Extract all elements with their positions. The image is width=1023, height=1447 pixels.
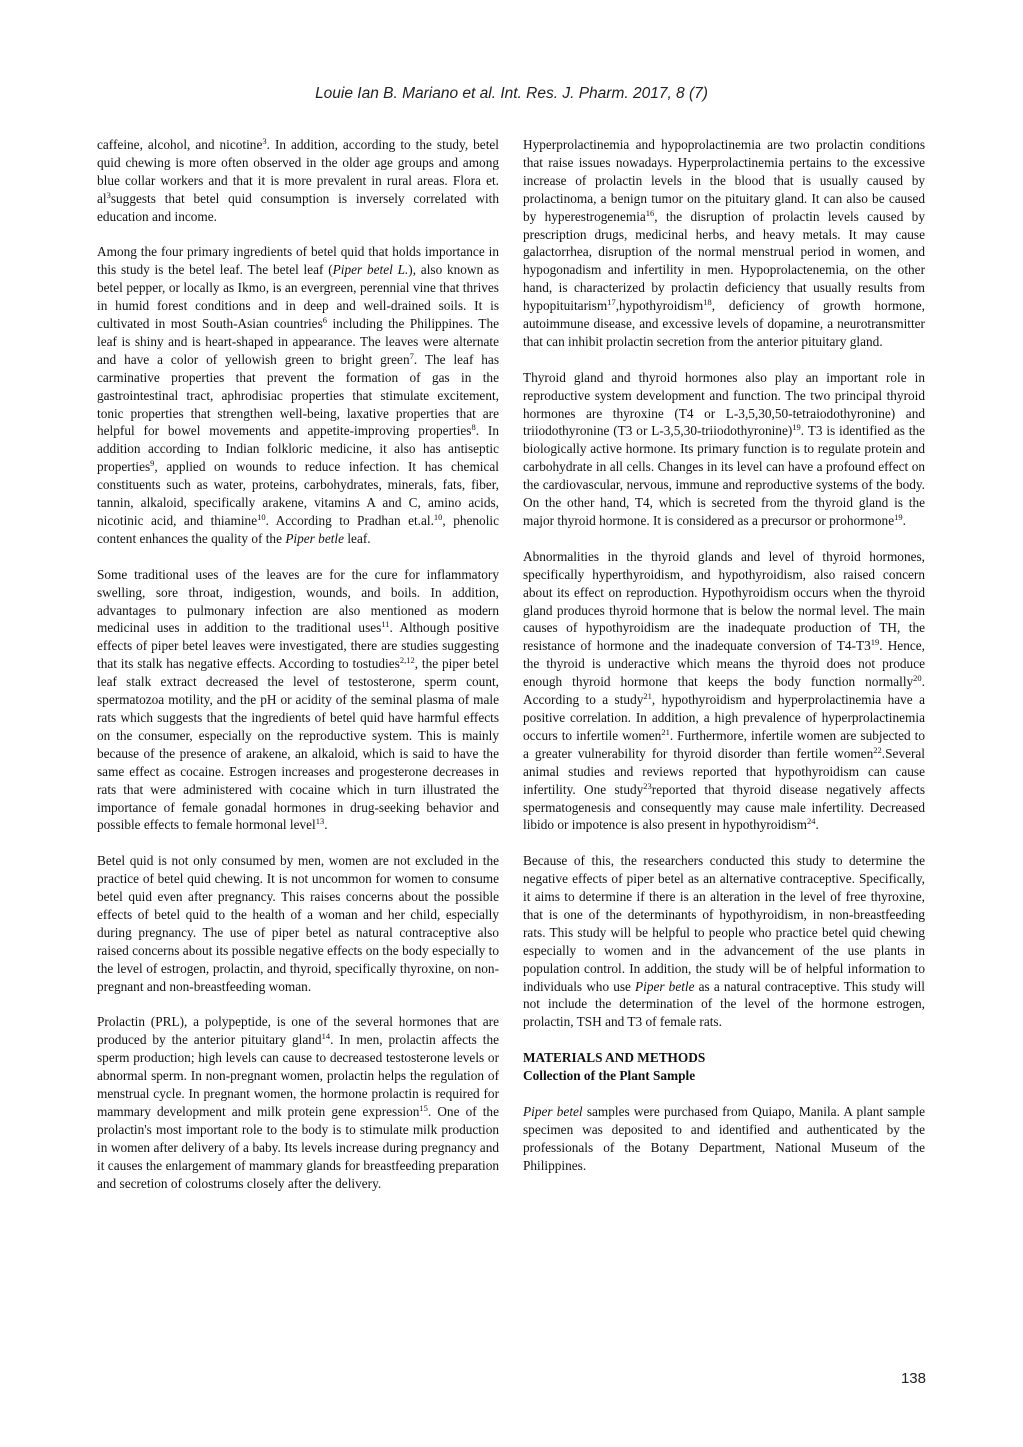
- paragraph-prolactin: Prolactin (PRL), a polypeptide, is one of the several hormones that are produced by the anterior pituitary gland$^{14}$. In men, prolactin affects the sperm production; high levels can cause to decreased testosterone levels or abnormal sperm. In non-pregnant women, prolactin helps the regulation of menstrual cycle. In pregnant women, the hormone prolactin is required for mammary development and milk protein gene expression$^{15}$. One of the prolactin's most important role to the body is to stimulate milk production in women after delivery of a baby. Its levels increase during pregnancy and it causes the enlargement of mammary glands for breastfeeding preparation and secretion of colostrums closely after the delivery.: [97, 1014, 500, 1191]
- paragraph-plant-collection: Piper betel samples were purchased from Quiapo, Manila. A plant sample specimen was deposited to and identified and authenticated by the professionals of the Botany Department, National Museum of the Philippines.: [523, 1103, 925, 1173]
- paragraph-study-objective: Because of this, the researchers conducted this study to determine the negative effects of piper betel as an alternative contraceptive. Specifically, it aims to determine if there is an alteration in the level of free thyroxine, that is one of the determinants of hypothyroidism, in non-breastfeeding rats. This study will be helpful to people who practice betel quid chewing especially to women and in the advancement of the use plants in population control. In addition, the study will be of helpful information to individuals who use Piper betle as a natural contraceptive. This study will not include the determination of the level of the hormone estrogen, prolactin, TSH and T3 of female rats.: [523, 853, 925, 1030]
- subsection-heading-plant-sample: Collection of the Plant Sample: [523, 1068, 696, 1084]
- paragraph-betel-quid-demographics: caffeine, alcohol, and nicotine$^3$. In addition, according to the study, betel quid chewing is more often observed in the older age groups and among blue collar workers and that it is more prevalent in rural areas. Flora et. $al^3suggests$ that betel quid consumption is inversely correlated with education and income.: [97, 136, 500, 224]
- paragraph-prolactin-conditions: Hyperprolactinemia and hypoprolactinemia are two prolactin conditions that raise issues nowadays. Hyperprolactinemia pertains to the excessive increase of prolactin levels in the blood that is usually caused by prolactinoma, a benign tumor on the pituitary gland. It can also be caused by hyperestrogenemia$^{16}$, the disruption of prolactin levels caused by prescription drugs, medicinal herbs, and heavy metals. It may cause galactorrhea, disruption of the normal menstrual period in women, and hypogonadism and infertility in men. Hypoprolactenemia, on the other hand, is characterized by prolactin deficiency that usually results from hypopituitarism$^{17}$,hypothyroidism$^{18}$, deficiency of growth hormone, autoimmune disease, and excessive levels of dopamine, a neurotransmitter that can inhibit prolactin secretion from the anterior pituitary gland.: [523, 137, 925, 349]
- left-column: [97, 136, 499, 1192]
- section-heading-materials-methods: MATERIALS AND METHODS: [523, 1050, 706, 1066]
- running-header: Louie Ian B. Mariano et al. Int. Res. J. Pharm. 2017, 8 (7): [315, 85, 708, 102]
- paragraph-traditional-uses: Some traditional uses of the leaves are for the cure for inflammatory swelling, sore throat, indigestion, wounds, and boils. In addition, advantages to pulmonary infection are also mentioned as modern medicinal uses in addition to the traditional uses$^{11}$. Although positive effects of piper betel leaves were investigated, there are studies suggesting that its stalk has negative effects. According to tostudies$^{2,12}$, the piper betel leaf stalk extract decreased the level of testosterone, sperm count, spermatozoa motility, and the pH or acidity of the seminal plasma of male rats which suggests that the ingredients of betel quid have harmful effects on the consumer, especially on the reproductive system. This is mainly because of the presence of arakene, an alkaloid, which is said to have the same effect as cocaine. Estrogen increases and progesterone decreases in rats that were administered with cocaine which in turn illustrated the importance of female gonadal hormones in drug-seeking behavior and possible effects to female hormonal level$^{13}$.: [97, 566, 500, 833]
- right-column: [523, 136, 925, 1174]
- paragraph-thyroid-hormones: Thyroid gland and thyroid hormones also play an important role in reproductive system development and function. The two principal thyroid hormones are thyroxine (T4 or L-3,5,30,50-tetraiodothyronine) and triiodothyronine (T3 or L-3,5,30-triiodothyronine)$^{19}$. T3 is identified as the biologically active hormone. Its primary function is to regulate protein and carbohydrate in all cells. Changes in its level can have a profound effect on the cardiovascular, nervous, immune and reproductive systems of the body. On the other hand, T4, which is secreted from the thyroid gland is the major thyroid hormone. It is considered as a precursor or prohormone$^{19}$.: [523, 369, 926, 529]
- paragraph-women-betel-quid: Betel quid is not only consumed by men, women are not excluded in the practice of betel quid chewing. It is not uncommon for women to consume betel quid even after pregnancy. This raises concerns about the possible effects of betel quid to the health of a woman and her child, especially during pregnancy. The use of piper betel as natural contraceptive also raised concerns about its possible negative effects on the body especially to the level of estrogen, prolactin, and thyroid, specifically thyroxine, on non-pregnant and non-breastfeeding woman.: [97, 853, 499, 994]
- paragraph-thyroid-abnormalities: Abnormalities in the thyroid glands and level of thyroid hormones, specifically hyperthyroidism, and hypothyroidism, also raised concern about its effect on reproduction. Hypothyroidism occurs when the thyroid gland produces thyroid hormone that is below the normal level. The main causes of hypothyroidism are the inadequate production of TH, the resistance of hormone and the inadequate conversion of $T4-T3^{19}$. Hence, the thyroid is underactive which means the thyroid does not produce enough thyroid hormone that keeps the body function normally$^{20}$. According to a study$^{21}$, hypothyroidism and hyperprolactinemia have a positive correlation. In addition, a high prevalence of hyperprolactinemia occurs to infertile women$^{21}$. Furthermore, infertile women are subjected to a greater vulnerability for thyroid disorder than fertile women$^{22}$.Several animal studies and reviews reported that hypothyroidism can cause infertility. One study$^{23}$reported that thyroid disease negatively affects spermatogenesis and consequently may cause male infertility. Decreased libido or impotence is also present in hypothyroidism$^{24}$.: [523, 548, 926, 833]
- page-number: 138: [900, 1370, 926, 1387]
- paragraph-betel-leaf: Among the four primary ingredients of betel quid that holds importance in this study is the betel leaf. The betel leaf (Piper betel L.), also known as betel pepper, or locally as Ikmo, is an evergreen, perennial vine that thrives in humid forest conditions and in deep and well-drained soils. It is cultivated in most South-Asian countries$^6$ including the Philippines. The leaf is shiny and is heart-shaped in appearance. The leaves were alternate and have a color of yellowish green to bright green$^7$. The leaf has carminative properties that prevent the formation of gas in the gastrointestinal tract, aphrodisiac properties that stimulate excitement, tonic properties that strengthen well-being, laxative properties that are helpful for bowel movements and appetite-improving properties$^8$. In addition according to Indian folkloric medicine, it also has antiseptic properties$^9$, applied on wounds to reduce infection. It has chemical constituents such as water, proteins, carbohydrates, minerals, fats, fiber, tannin, alkaloid, specifically arakene, vitamins A and C, amino acids, nicotinic acid, and thiamine$^{10}$. According to Pradhan et.al.$^{10}$, phenolic content enhances the quality of the Piper betle leaf.: [97, 244, 500, 546]
